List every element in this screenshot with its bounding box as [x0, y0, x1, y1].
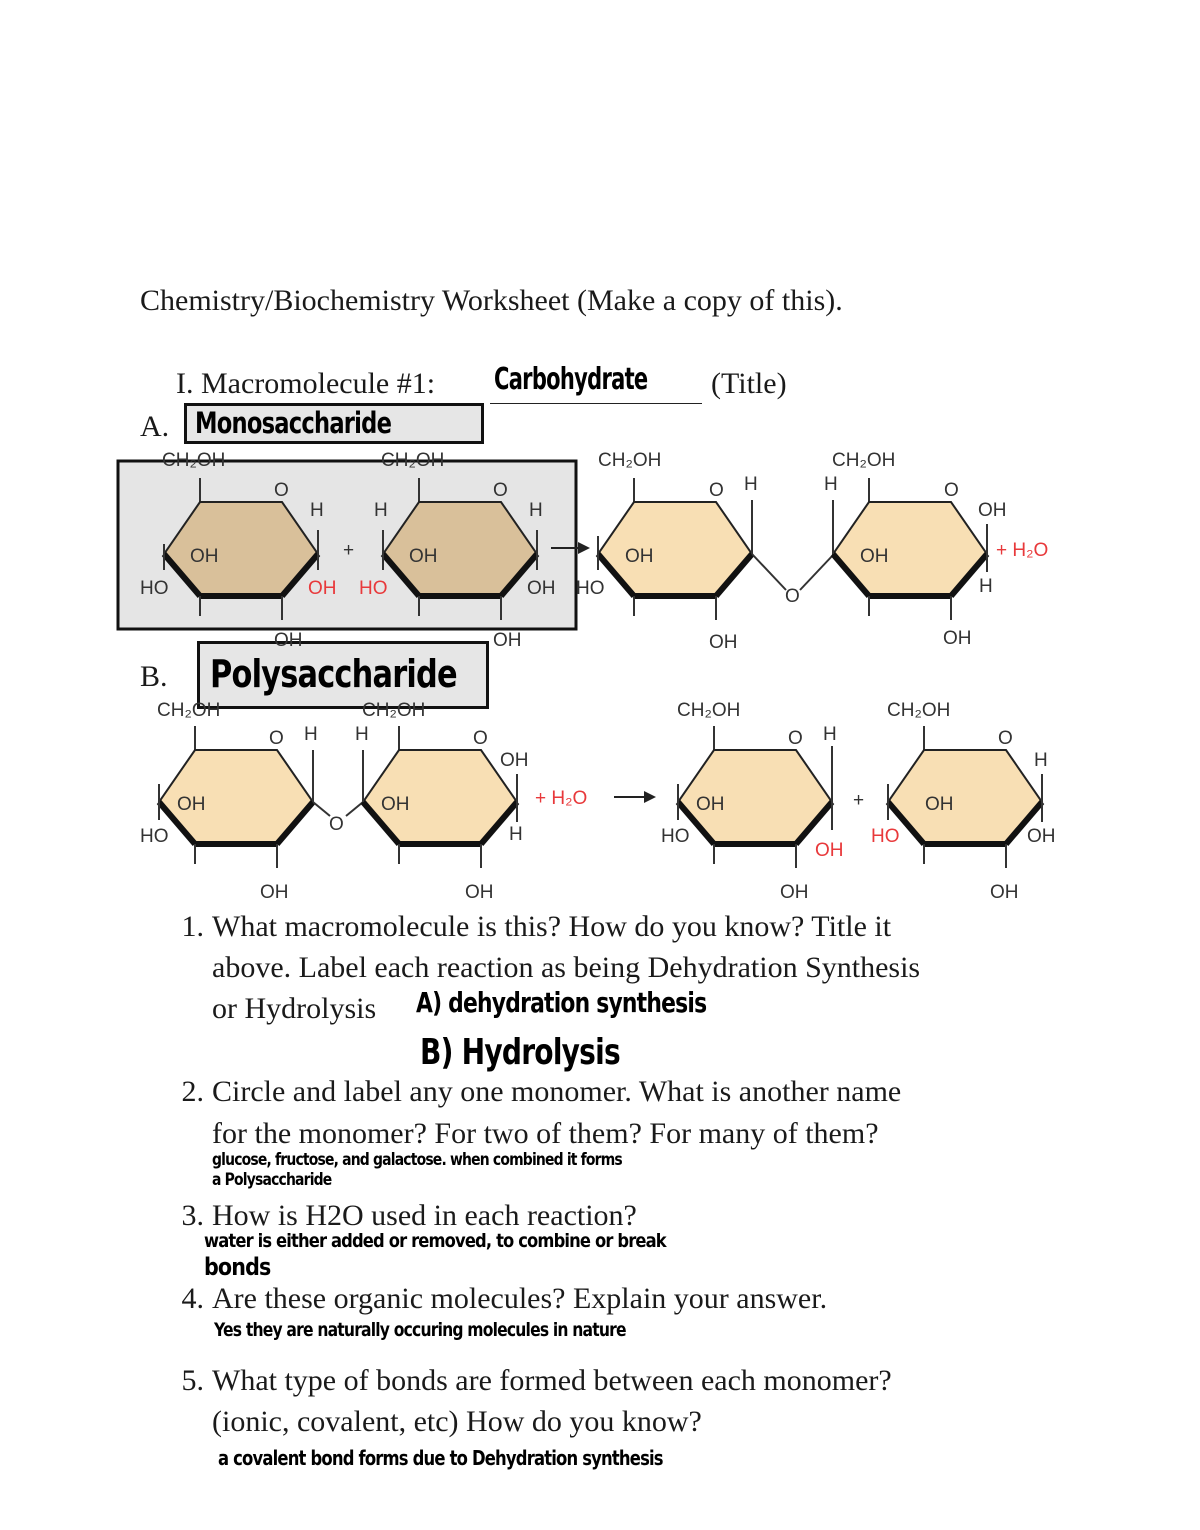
ho-label-red: HO	[359, 578, 388, 599]
oh-label-red: OH	[308, 578, 337, 599]
oh-label: OH	[527, 578, 556, 599]
diagram-a-dehydration	[0, 440, 1200, 660]
h-label: H	[374, 500, 388, 521]
question-number: 3.	[181, 1199, 204, 1232]
question-number: 2.	[181, 1075, 204, 1108]
answer-line: glucose, fructose, and galactose. when combined it forms	[212, 1150, 622, 1170]
ring-oxygen-label: O	[274, 480, 289, 501]
ch2oh-label: CH₂OH	[887, 700, 951, 721]
ring-oxygen-label: O	[788, 728, 803, 749]
product-ring-1	[661, 700, 844, 903]
diagram-b-hydrolysis	[0, 690, 1200, 910]
oh-label: OH	[696, 794, 725, 815]
title-hint: (Title)	[711, 367, 787, 400]
ho-label: HO	[661, 826, 690, 847]
title-underline	[490, 403, 702, 404]
ring-oxygen-label: O	[944, 480, 959, 501]
section-a-answer: Monosaccharide	[195, 406, 392, 440]
ho-label-red: HO	[871, 826, 900, 847]
section-b-answer: Polysaccharide	[210, 652, 457, 696]
h-label: H	[355, 724, 369, 745]
ring-oxygen-label: O	[269, 728, 284, 749]
oh-label: OH	[177, 794, 206, 815]
ch2oh-label: CH₂OH	[381, 450, 445, 471]
question-line: Are these organic molecules? Explain your answer.	[212, 1282, 828, 1315]
ch2oh-label: CH₂OH	[162, 450, 226, 471]
question-line: What type of bonds are formed between each monomer?	[212, 1364, 892, 1397]
worksheet-title: Chemistry/Biochemistry Worksheet (Make a copy of this).	[140, 284, 843, 317]
polysaccharide-ring-2	[355, 700, 529, 903]
oh-label: OH	[925, 794, 954, 815]
oh-bottom-label: OH	[274, 630, 303, 651]
answer-line: Yes they are naturally occuring molecules in nature	[214, 1319, 626, 1341]
section-b-letter: B.	[140, 660, 168, 693]
oh-label-red: OH	[815, 840, 844, 861]
oh-bottom-label: OH	[990, 882, 1019, 903]
glycosidic-linkage	[313, 802, 363, 835]
question-line: above. Label each reaction as being Dehydration Synthesis	[212, 951, 921, 984]
question-number: 1.	[181, 910, 204, 943]
oh-bottom-label: OH	[465, 882, 494, 903]
h-label: H	[1034, 750, 1048, 771]
product-ring-2	[871, 700, 1056, 903]
question-line: What macromolecule is this? How do you know? Title it	[212, 910, 892, 943]
macromolecule-label: I. Macromolecule #1:	[176, 367, 436, 400]
water-product-label: + H₂O	[996, 540, 1049, 561]
oh-label: OH	[1027, 826, 1056, 847]
question-number: 4.	[181, 1282, 204, 1315]
plus-sign: +	[343, 540, 355, 561]
oh-label: OH	[500, 750, 529, 771]
answer-line: B) Hydrolysis	[420, 1032, 620, 1073]
ch2oh-label: CH₂OH	[832, 450, 896, 471]
ring-oxygen-label: O	[998, 728, 1013, 749]
ho-label: HO	[140, 578, 169, 599]
ch2oh-label: CH₂OH	[157, 700, 221, 721]
h-label: H	[304, 724, 318, 745]
question-line: or Hydrolysis	[212, 992, 377, 1025]
ch2oh-label: CH₂OH	[362, 700, 426, 721]
glycosidic-linkage	[752, 554, 834, 607]
answer-line: A) dehydration synthesis	[416, 986, 707, 1019]
polysaccharide-ring-1	[140, 700, 318, 903]
ho-label: HO	[140, 826, 169, 847]
ring-oxygen-label: O	[473, 728, 488, 749]
h-label: H	[529, 500, 543, 521]
answer-line: water is either added or removed, to combine or break	[204, 1230, 666, 1252]
oh-bottom-label: OH	[493, 630, 522, 651]
oh-label: OH	[409, 546, 438, 567]
oh-label: OH	[860, 546, 889, 567]
reaction-arrow-b	[614, 791, 656, 803]
question-line: for the monomer? For two of them? For many of them?	[212, 1117, 879, 1150]
question-line: Circle and label any one monomer. What is another name	[212, 1075, 902, 1108]
disaccharide-ring-1	[576, 450, 758, 653]
oh-label: OH	[190, 546, 219, 567]
disaccharide-ring-2	[824, 450, 1007, 649]
question-number: 5.	[181, 1364, 204, 1397]
section-a-letter: A.	[140, 410, 170, 443]
answer-line: a Polysaccharide	[212, 1170, 332, 1190]
oh-label: OH	[978, 500, 1007, 521]
ring-oxygen-label: O	[493, 480, 508, 501]
plus-sign: +	[853, 790, 865, 811]
bridge-oxygen-label: O	[329, 814, 344, 835]
ring-oxygen-label: O	[709, 480, 724, 501]
ch2oh-label: CH₂OH	[677, 700, 741, 721]
ch2oh-label: CH₂OH	[598, 450, 662, 471]
water-reactant-label: + H₂O	[535, 788, 588, 809]
oh-label: OH	[381, 794, 410, 815]
question-line: How is H2O used in each reaction?	[212, 1199, 637, 1232]
h-label: H	[310, 500, 324, 521]
h-label: H	[979, 576, 993, 597]
h-label: H	[823, 724, 837, 745]
macromolecule-answer: Carbohydrate	[494, 362, 648, 397]
question-line: (ionic, covalent, etc) How do you know?	[212, 1405, 702, 1438]
ho-label: HO	[576, 578, 605, 599]
oh-bottom-label: OH	[780, 882, 809, 903]
answer-line: a covalent bond forms due to Dehydration synthesis	[218, 1446, 663, 1470]
answer-line: bonds	[204, 1253, 271, 1281]
h-label: H	[824, 474, 838, 495]
section-a-answer-box	[184, 403, 484, 444]
h-label: H	[744, 474, 758, 495]
bridge-oxygen-label: O	[785, 586, 800, 607]
oh-label: OH	[625, 546, 654, 567]
oh-bottom-label: OH	[943, 628, 972, 649]
h-label: H	[509, 824, 523, 845]
oh-bottom-label: OH	[260, 882, 289, 903]
oh-bottom-label: OH	[709, 632, 738, 653]
